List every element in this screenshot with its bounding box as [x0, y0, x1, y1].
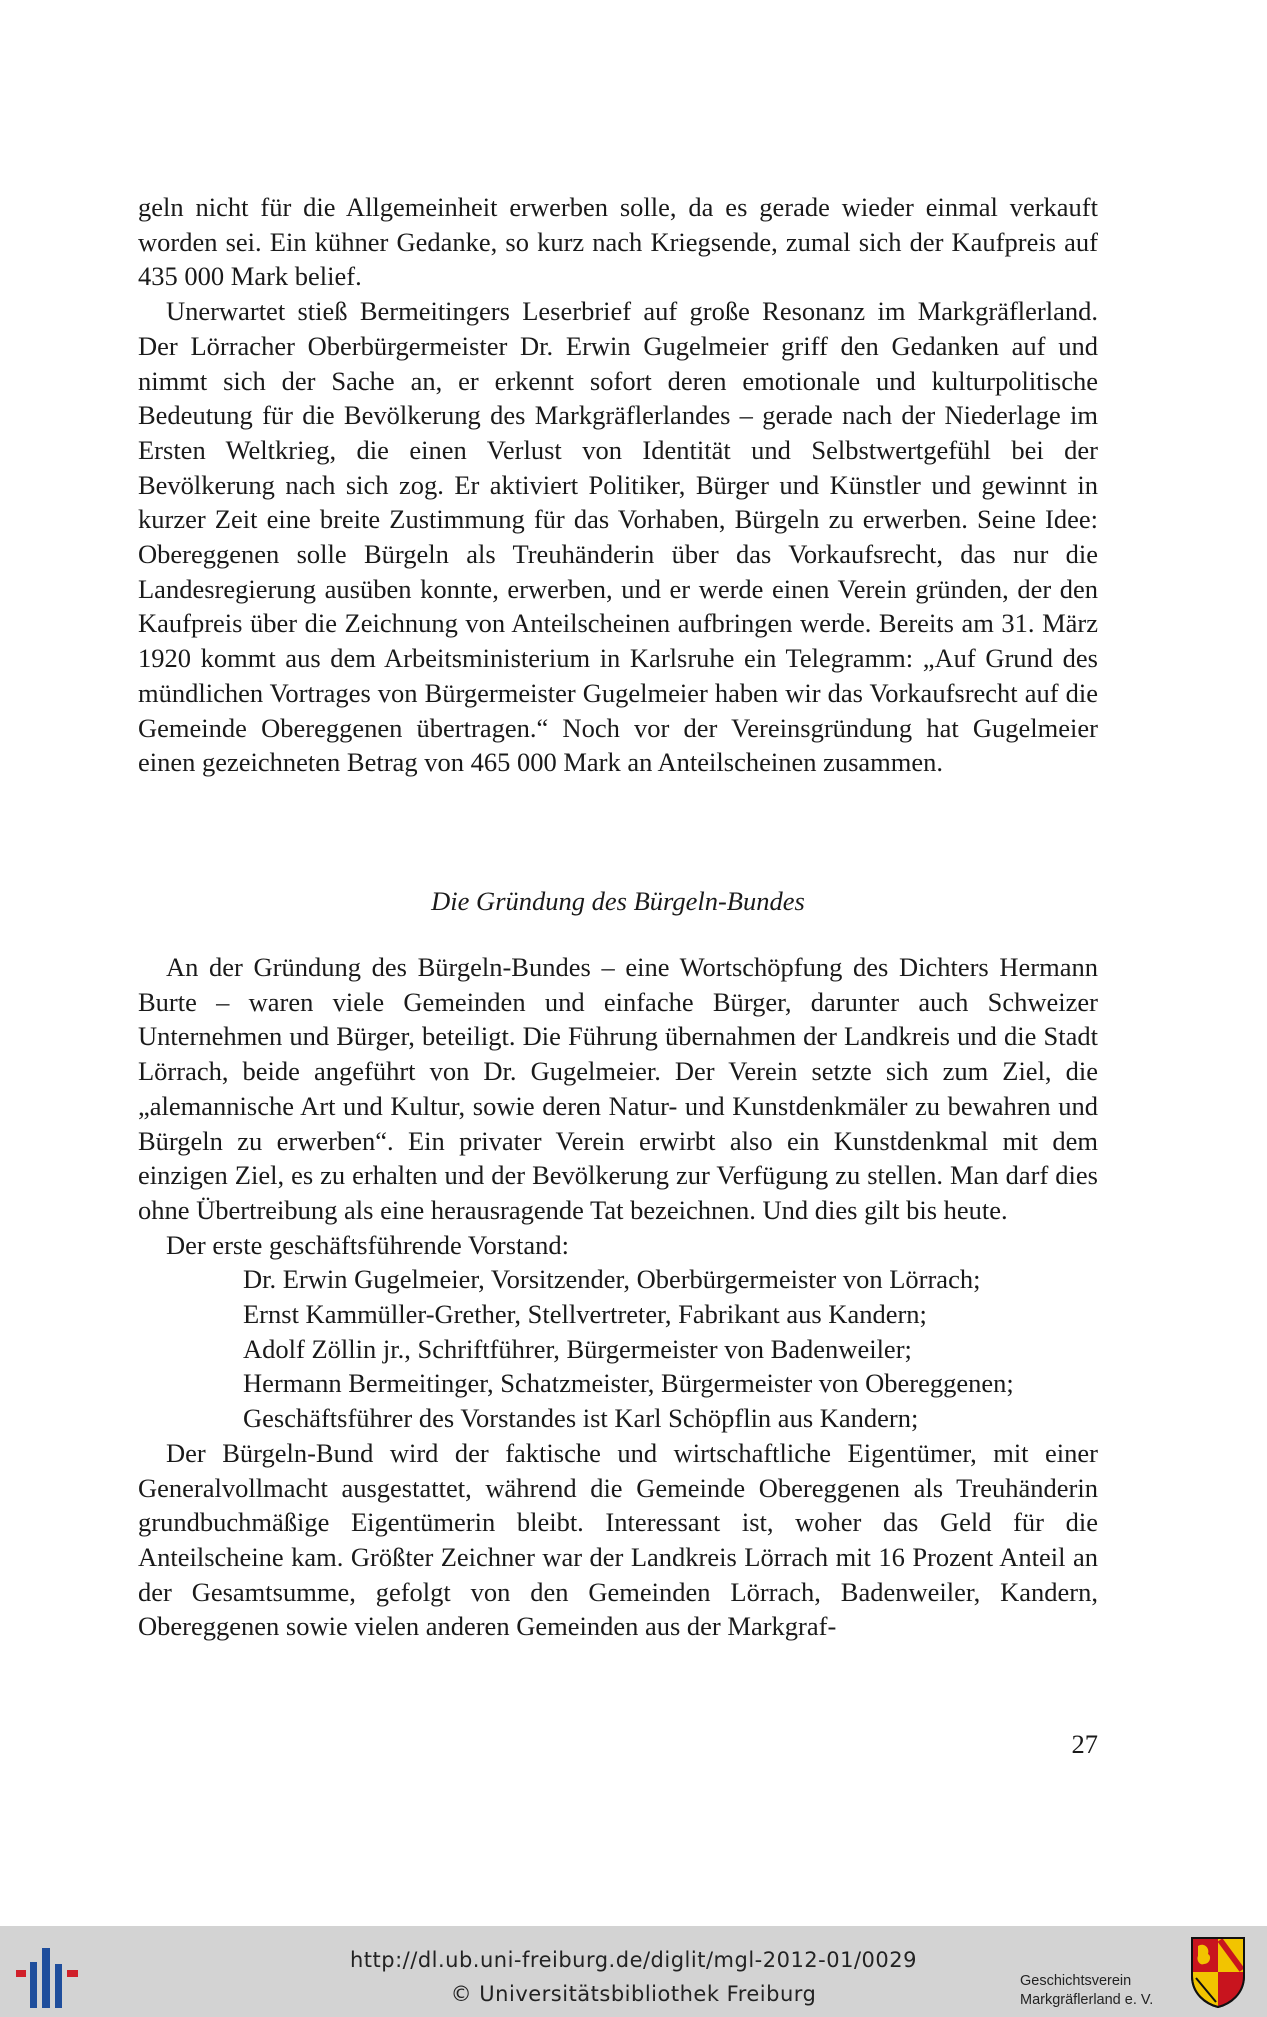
- paragraph-4: Der erste geschäftsführende Vorstand:: [166, 1229, 570, 1260]
- paragraph-3: An der Gründung des Bürgeln-Bundes – eine Wortschöpfung des Dichters Hermann Burte – waren viele Gemeinden und einfache Bürger, darunter auch Schweizer Unternehmen und Bürger, beteiligt. Die Führung übernahmen der Landkreis und die Stadt Lörrach, beide angeführt von Dr. Gugelmeier. Der Verein setzte sich zum Ziel, die „alemannische Art und Kultur, sowie deren Natur- und Kunstdenkmäler zu bewahren und Bürgeln zu erwerben“. Ein privater Verein erwirbt also ein Kunstdenkmal mit dem einzigen Ziel, es zu erhalten und der Bevölkerung zur Verfügung zu stellen. Man darf dies ohne Übertreibung als eine herausragende Tat bezeichnen. Und dies gilt bis heute.: [138, 952, 1098, 1225]
- document-url-link[interactable]: http://dl.ub.uni-freiburg.de/diglit/mgl-2012-01/0029: [349, 1948, 917, 1972]
- paragraph-2: Unerwartet stieß Bermeitingers Leserbrief auf große Resonanz im Markgräflerland. Der Lörracher Oberbürgermeister Dr. Erwin Gugelmeier griff den Gedanken auf und nimmt sich der Sache an, er erkennt sofort deren emotionale und kulturpolitische Bedeutung für die Bevölkerung des Markgräflerlandes – gerade nach der Niederlage im Ersten Weltkrieg, die einen Verlust von Identität und Selbstwertgefühl bei der Bevölkerung nach sich zog. Er aktiviert Politiker, Bürger und Künstler und gewinnt in kurzer Zeit eine breite Zustimmung für das Vorhaben, Bürgeln zu erwerben. Seine Idee: Obereggenen solle Bürgeln als Treuhänderin über das Vorkaufsrecht, das nur die Landesregierung ausüben konnte, erwerben, und er werde einen Verein gründen, der den Kaufpreis über die Zeichnung von Anteilscheinen aufbringen werde. Bereits am 31. März 1920 kommt aus dem Arbeitsministerium in Karlsruhe ein Telegramm: „Auf Grund des mündlichen Vortrages von Bürgermeister Gugelmeier haben wir das Vorkaufsrecht auf die Gemeinde Obereggenen übertragen.“ Noch vor der Vereinsgründung hat Gugelmeier einen gezeichneten Betrag von 465 000 Mark an Anteilscheinen zusammen.: [138, 296, 1098, 778]
- society-name: [1020, 1972, 1180, 2010]
- text-block-bottom: [138, 950, 1098, 1644]
- society-name-line-1: Geschichtsverein: [1020, 1973, 1132, 1989]
- board-member: Geschäftsführer des Vorstandes ist Karl Schöpflin aus Kandern;: [243, 1403, 919, 1434]
- society-name-line-2: Markgräflerland e. V.: [1020, 1992, 1154, 2008]
- section-heading: Die Gründung des Bürgeln-Bundes: [431, 886, 805, 916]
- board-member: Adolf Zöllin jr., Schriftführer, Bürgermeister von Badenweiler;: [243, 1333, 912, 1364]
- board-member: Hermann Bermeitinger, Schatzmeister, Bürgermeister von Obereggenen;: [243, 1368, 1014, 1399]
- coat-of-arms-icon: [1190, 1936, 1246, 2008]
- paragraph-1: geln nicht für die Allgemeinheit erwerben solle, da es gerade wieder einmal verkauft worden sei. Ein kühner Gedanke, so kurz nach Kriegsende, zumal sich der Kaufpreis auf 435 000 Mark belief.: [138, 192, 1098, 292]
- text-block-top: [138, 190, 1098, 780]
- paragraph-5: Der Bürgeln-Bund wird der faktische und wirtschaftliche Eigentümer, mit einer Generalvollmacht ausgestattet, während die Gemeinde Obereggenen als Treuhänderin grundbuchmäßige Eigentümerin bleibt. Interessant ist, woher das Geld für die Anteilscheine kam. Größter Zeichner war der Landkreis Lörrach mit 16 Prozent Anteil an der Gesamtsumme, gefolgt von den Gemeinden Lörrach, Badenweiler, Kandern, Obereggenen sowie vielen anderen Gemeinden aus der Markgraf-: [138, 1437, 1098, 1642]
- page-number: 27: [1071, 1729, 1098, 1759]
- copyright-notice: © Universitätsbibliothek Freiburg: [450, 1982, 817, 2006]
- board-member: Dr. Erwin Gugelmeier, Vorsitzender, Oberbürgermeister von Lörrach;: [243, 1264, 981, 1295]
- viewer-footer: [0, 1926, 1267, 2017]
- board-member: Ernst Kammüller-Grether, Stellvertreter, Fabrikant aus Kandern;: [243, 1299, 927, 1330]
- board-list: [138, 1262, 1098, 1436]
